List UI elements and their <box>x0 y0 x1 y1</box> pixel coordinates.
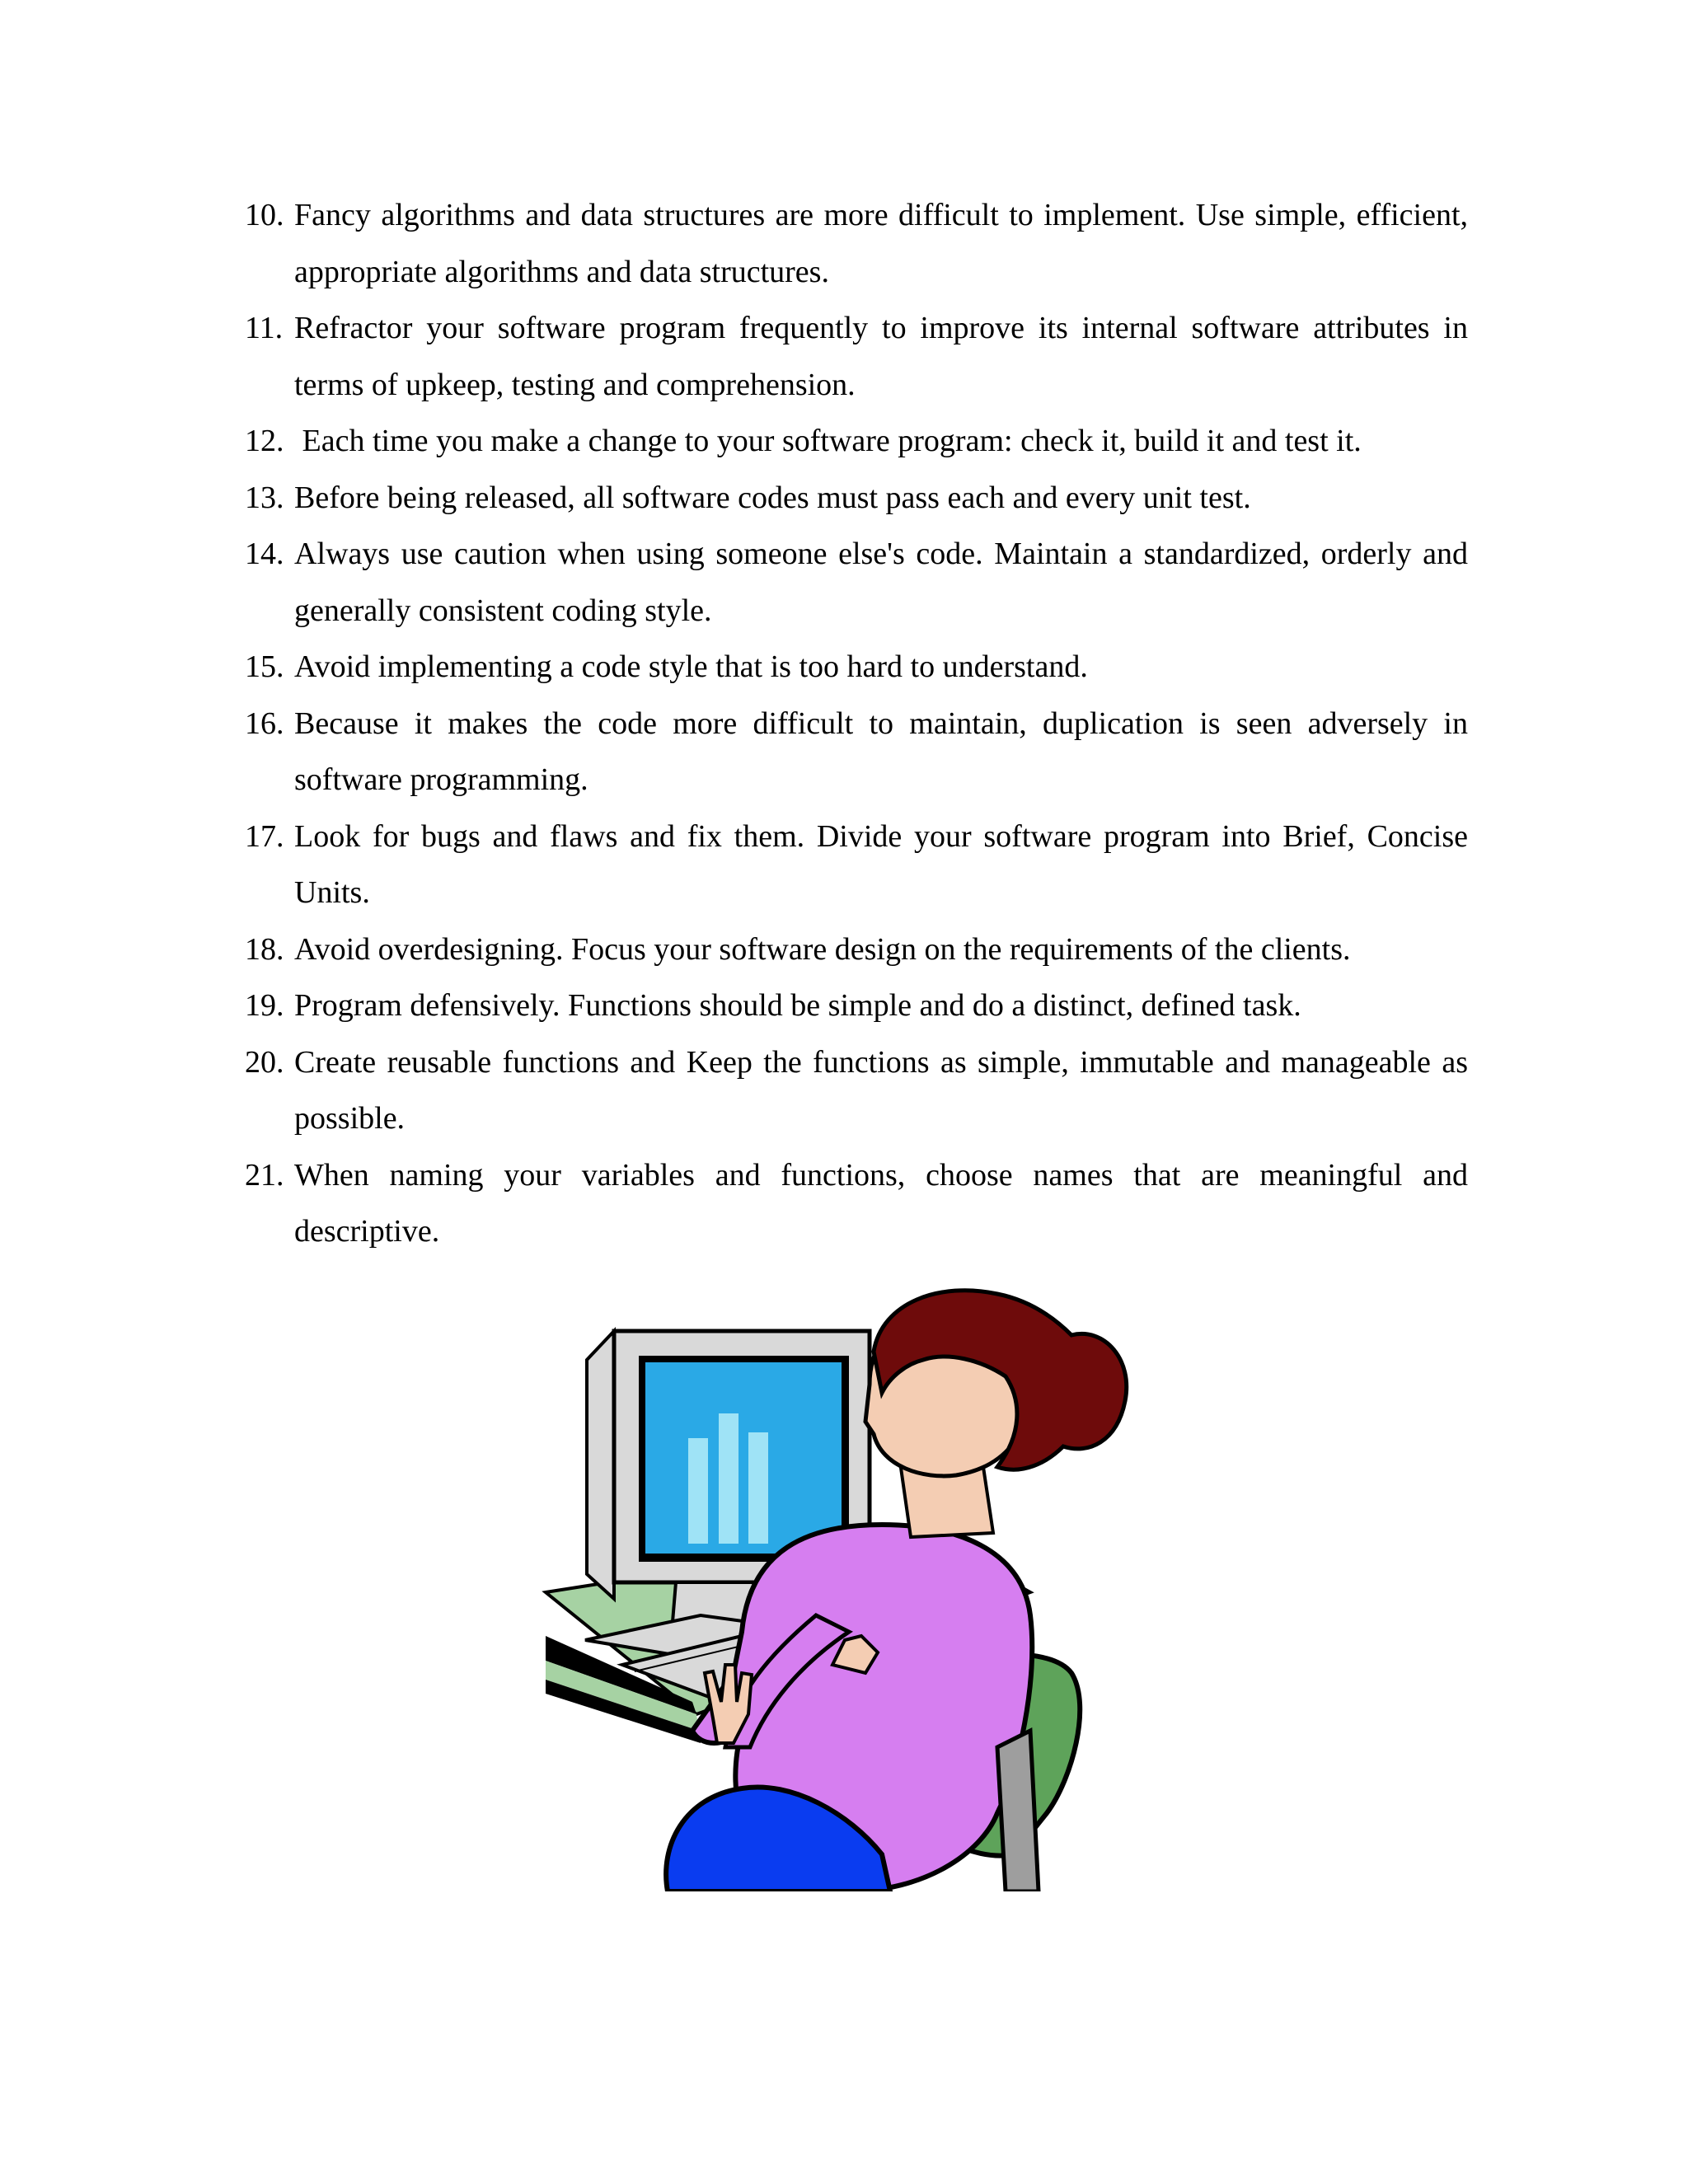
tip-number: 14. <box>245 537 284 571</box>
tip-item <box>245 187 1468 300</box>
tip-text: Because it makes the code more difficult to maintain, duplication is seen adversely in software programming. <box>294 705 1468 797</box>
tip-item <box>245 470 1468 527</box>
tip-item <box>245 696 1468 808</box>
tip-number: 18. <box>245 931 284 967</box>
tip-text: When naming your variables and functions, choose names that are meaningful and descriptive. <box>294 1157 1468 1249</box>
tip-item <box>245 526 1468 639</box>
tip-item <box>245 1034 1468 1147</box>
tip-number: 17. <box>245 818 284 854</box>
tip-item <box>245 808 1468 921</box>
tip-item <box>245 413 1468 470</box>
tip-number: 12. <box>245 424 284 458</box>
tip-number: 15. <box>245 649 284 684</box>
tip-item <box>245 1147 1468 1260</box>
tip-item <box>245 300 1468 413</box>
tip-text: Program defensively. Functions should be simple and do a distinct, defined task. <box>294 988 1301 1023</box>
tip-text: Create reusable functions and Keep the functions as simple, immutable and manageable as possible. <box>294 1044 1468 1136</box>
tip-text: Avoid implementing a code style that is too hard to understand. <box>294 649 1088 684</box>
tip-text: Refractor your software program frequently to improve its internal software attributes in terms of upkeep, testing and comprehension. <box>294 311 1468 402</box>
tip-number: 10. <box>245 198 284 232</box>
tip-text: Fancy algorithms and data structures are more difficult to implement. Use simple, efficient, appropriate algorithms and data structures. <box>294 198 1468 289</box>
tip-text: Avoid overdesigning. Focus your software design on the requirements of the clients. <box>294 931 1351 967</box>
tips-list <box>245 187 1468 1260</box>
tip-item <box>245 977 1468 1034</box>
tip-number: 16. <box>245 705 284 741</box>
tip-number: 19. <box>245 988 284 1023</box>
tip-text: Always use caution when using someone else's code. Maintain a standardized, orderly and generally consistent coding style. <box>294 537 1468 628</box>
tip-text: Before being released, all software codes must pass each and every unit test. <box>294 480 1251 515</box>
tip-number: 11. <box>245 311 284 345</box>
tip-text: Each time you make a change to your software program: check it, build it and test it. <box>294 424 1362 458</box>
tip-number: 20. <box>245 1044 284 1080</box>
tip-item <box>245 639 1468 696</box>
tip-text: Look for bugs and flaws and fix them. Divide your software program into Brief, Concise Units. <box>294 818 1468 910</box>
tip-number: 13. <box>245 480 284 515</box>
tip-item <box>245 921 1468 978</box>
tip-number: 21. <box>245 1157 284 1193</box>
woman-at-computer-icon <box>536 1286 1129 1891</box>
